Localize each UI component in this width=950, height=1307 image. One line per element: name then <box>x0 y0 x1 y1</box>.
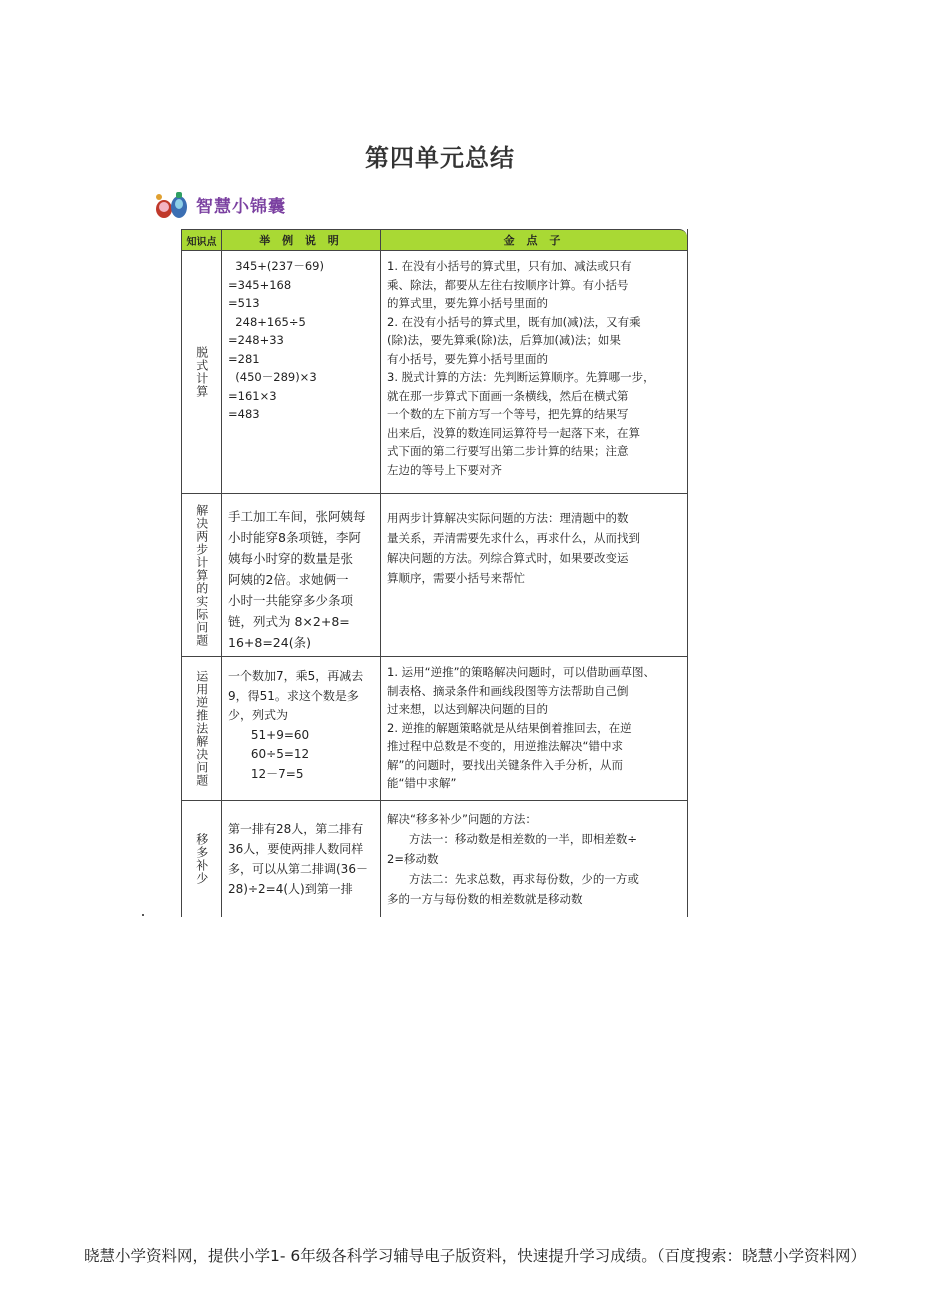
header-example: 举 例 说 明 <box>222 230 381 250</box>
row-topic: 运用逆推法解决问题 <box>182 657 222 800</box>
summary-table <box>181 229 688 917</box>
section-title: 智慧小锦囊 <box>196 196 286 217</box>
row-tips: 1. 在没有小括号的算式里，只有加、减法或只有 乘、除法，都要从左往右按顺序计算。有小括号 的算式里，要先算小括号里面的 2. 在没有小括号的算式里，既有加(减)法，又有乘 (除)法，要先算乘(除)法，后算加(减)法；如果 有小括号，要先算小括号里面的 3. 脱式计算的方法：先判断运算顺序。先算哪一步， 就在那一步算式下面画一条横线，然后在横式第 一个数的左下前方写一个等号，把先算的结果写 出来后，没算的数连同运算符号一起落下来，在算 式下面的第二行要写出第二步计算的结果；注意 左边的等号上下要对齐 <box>387 259 655 477</box>
row-topic: 解决两步计算的实际问题 <box>182 494 222 656</box>
row-example: 手工加工车间，张阿姨每 小时能穿8条项链，李阿 姨每小时穿的数量是张 阿姨的2倍。求她俩一 小时一共能穿多少条项 链，列式为 8×2+8= 16+8=24(条) <box>222 494 381 656</box>
header-knowledge-point: 知识点 <box>182 230 222 250</box>
table-row <box>182 494 687 657</box>
section-header <box>152 186 286 222</box>
stray-dot <box>142 914 144 916</box>
table-header <box>182 229 687 251</box>
page-footer: 晓慧小学资料网，提供小学1- 6年级各科学习辅导电子版资料，快速提升学习成绩。（百度搜索：晓慧小学资料网） <box>84 1247 866 1265</box>
mascot-icon <box>152 187 192 221</box>
row-topic: 脱式计算 <box>182 251 222 493</box>
row-topic: 移多补少 <box>182 801 222 917</box>
row-example: 345+(237－69) =345+168 =513 248+165÷5 =248+33 =281 (450－289)×3 =161×3 =483 <box>222 251 381 493</box>
row-tips: 1. 运用“逆推”的策略解决问题时，可以借助画草图、 制表格、摘录条件和画线段图等方法帮助自己倒 过来想，以达到解决问题的目的 2. 逆推的解题策略就是从结果倒着推回去，在逆 推过程中总数是不变的，用逆推法解决“错中求 解”的问题时，要找出关键条件入手分析，从而 能“错中求解” <box>387 665 656 790</box>
page-title: 第四单元总结 <box>365 144 515 172</box>
row-example: 第一排有28人，第二排有 36人，要使两排人数同样 多，可以从第二排调(36－ 28)÷2=4(人)到第一排 <box>222 801 381 917</box>
header-tips: 金 点 子 <box>503 234 565 247</box>
row-example: 一个数加7，乘5，再减去 9，得51。求这个数是多 少，列式为 51+9=60 60÷5=12 12－7=5 <box>222 657 381 800</box>
table-row <box>182 657 687 801</box>
table-row <box>182 801 687 917</box>
table-row <box>182 251 687 494</box>
row-tips: 解决“移多补少”问题的方法： 方法一：移动数是相差数的一半，即相差数÷ 2=移动数 方法二：先求总数，再求每份数，少的一方或 多的一方与每份数的相差数就是移动数 <box>387 812 639 906</box>
row-tips: 用两步计算解决实际问题的方法：理清题中的数 量关系，弄清需要先求什么，再求什么，从而找到 解决问题的方法。列综合算式时，如果要改变运 算顺序，需要小括号来帮忙 <box>387 511 640 585</box>
